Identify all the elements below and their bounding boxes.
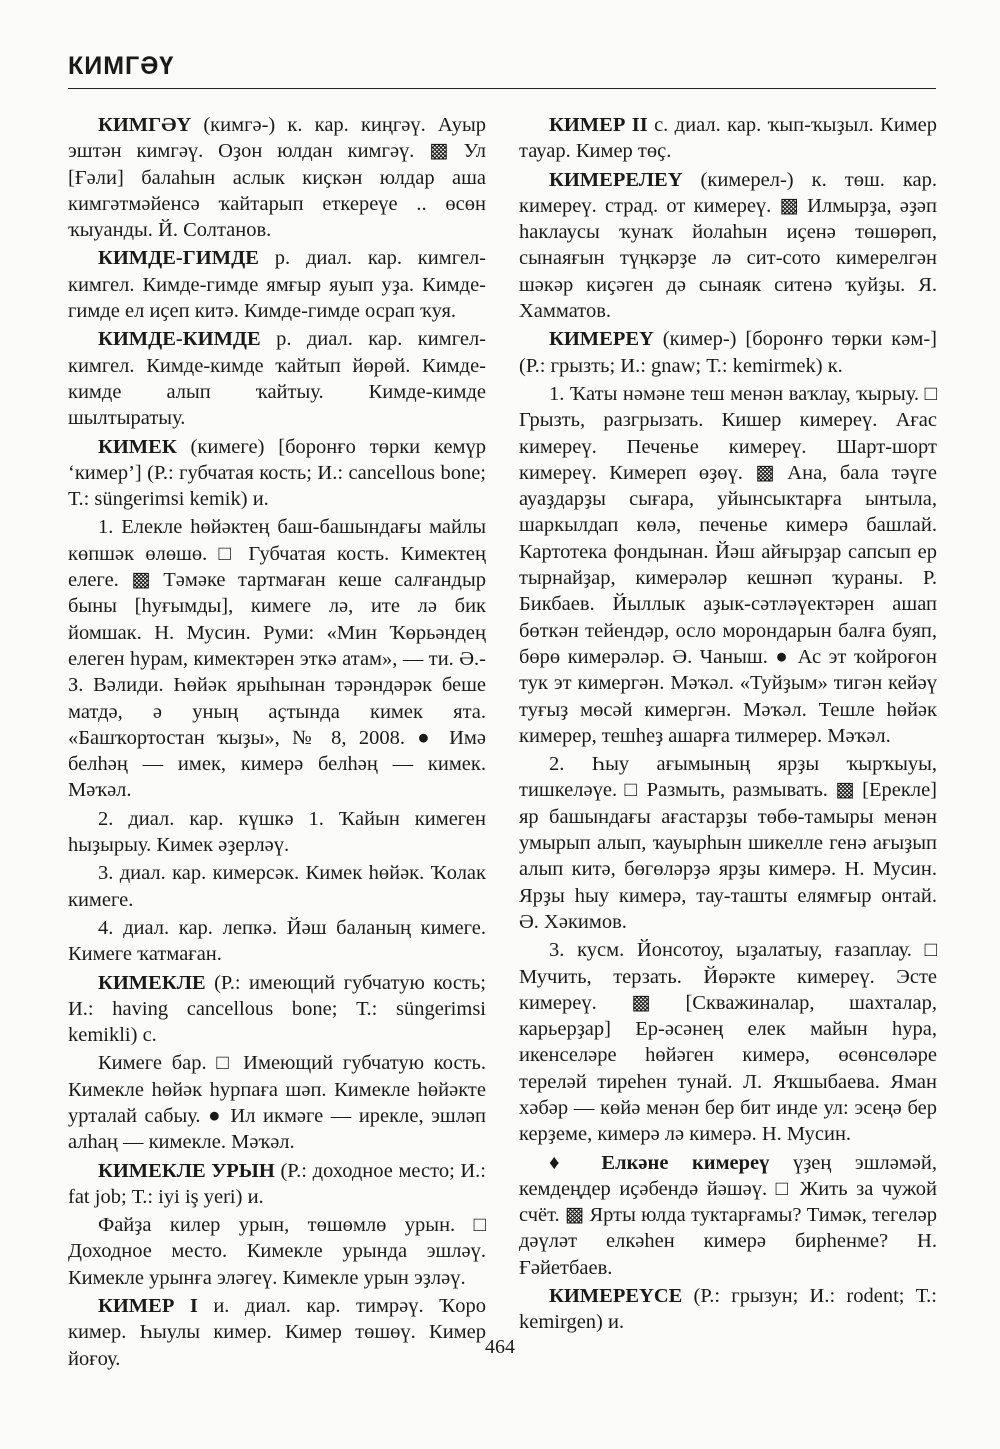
headword: КИМЕР II — [549, 114, 648, 136]
entry-sense: Файҙа килер урын, төшөмлө урын. □ Доходное место. Кимекле урында эшләү. Кимекле урынға эләгеү. Кимекле урын эҙләү. — [68, 1214, 486, 1289]
dictionary-entry — [68, 434, 486, 513]
dictionary-entry — [68, 1158, 486, 1211]
page-header — [68, 44, 936, 89]
page-number: 464 — [485, 1336, 515, 1358]
dictionary-entry — [519, 326, 937, 379]
left-column — [68, 112, 486, 1374]
headword: КИМГӘҮ — [98, 114, 192, 136]
headword: КИМЕК — [98, 435, 177, 458]
entry-body: (кимеге) [боронғо төрки кемүр ‘кимер’] (Р.: губчатая кость; И.: cancellous bone; Т.: süngerimsi kemik) и. — [68, 435, 486, 511]
entry-sense: 1. Елекле һөйәктең баш-башындағы майлы көпшәк өлөшө. □ Губчатая кость. Кимектең елеге. ▩ Тәмәке тартмаған кеше салғандыр быны [һуғымды], кимеге лә, ите лә бик йомшак. Н. Мусин. Руми: «Мин Ҡөрьәндең елеген һурам, кимектәрен эткә атам», — ти. Ә.-З. Вәлиди. Һөйәк ярыһынан тәрәндәрәк беше матдә, ә уның аҫтында кимек ята. «Башҡортостан ҡыҙы», № 8, 2008. ● Имә белһәң — имек, кимерә белһәң — кимек. Мәҡәл. — [68, 516, 486, 802]
headword: КИМЕР I — [98, 1295, 198, 1318]
right-column — [519, 112, 937, 1338]
entry-sense: 2. диал. кар. күшкә 1. Ҡайын кимеген һыҙырыу. Кимек әҙерләү. — [68, 807, 486, 857]
headword: КИМДЕ-КИМДЕ — [98, 328, 261, 351]
entry-body: р. диал. кар. кимгел-кимгел. Кимде-гимде ямғыр яуып уҙа. Кимде-гимде ел иҫеп китә. Кимде-гимде осрап ҡуя. — [68, 247, 486, 323]
entry-sense: 1. Ҡаты нәмәне теш менән ваҡлау, ҡырыу. □ Грызть, разгрызать. Кишер кимереү. Ағас кимереү. Печенье кимереү. Шарт-шорт кимереү. Кимереп өҙөү. ▩ Ана, бала тәүге ауаҙдарҙы сығара, уйынсыктарға ынтыла, шаркылдап көлә, печенье кимерә башлай. Картотека фондынан. Йәш айғырҙар сапсып ер тырнайҙар, кимерәләр кешнәп ҡураны. Р. Бикбаев. Йыллык аҙык-сәтләүектәрен ашап бөткән тейендәр, осло морондарын балға буяп, бөрө кимерәләр. Ә. Чаныш. ● Ас эт ҡойроғон тук эт кимергән. Мәҡәл. «Туйҙым» тигән кейәү туғыҙ мөсәй кимергән. Мәҡәл. Тешле һөйәк кимерер, тешһеҙ ашарға тилмерер. Мәҡәл. — [519, 382, 937, 747]
entry-body: (Р.: имеющий губчатую кость; И.: having cancellous bone; Т.: süngerimsi kemikli) с. — [68, 971, 486, 1047]
dictionary-entry — [519, 1283, 937, 1336]
headword: КИМЕРЕЛЕҮ — [549, 168, 683, 191]
entry-body: с. диал. кар. ҡып-ҡыҙыл. Кимер тауар. Кимер төҫ. — [519, 114, 938, 163]
dictionary-entry — [68, 970, 486, 1049]
dictionary-entry — [68, 1293, 486, 1372]
entry-body: р. диал. кар. кимгел-кимгел. Кимде-кимде ҡайтып йөрөй. Кимде-кимде алып ҡайтыу. Кимде-кимде шылтыратыу. — [68, 328, 486, 430]
dictionary-entry — [68, 112, 486, 243]
entry-sense: 3. кусм. Йонсотоу, ыҙалатыу, ғазаплау. □ Мучить, терзать. Йөрәкте кимереү. Эсте кимереү. ▩ [Скважиналар, шахталар, карьерҙар] Ер-әсәнең елек майын һура, икенселәре һөйәген кимерә, өсөнсөләре тереләй тиреһен тунай. Л. Яҡшыбаева. Яман хәбәр — көйә менән бер бит инде ул: эсеңә бер керҙеме, кимерә лә кимерә. Н. Мусин. — [519, 939, 937, 1146]
dictionary-entry — [68, 245, 486, 324]
running-head: КИМГӘҮ — [68, 52, 175, 80]
dictionary-entry — [519, 112, 937, 165]
phraseological-entry — [519, 1150, 937, 1281]
dictionary-entry — [519, 167, 937, 325]
headword: КИМДЕ-ГИМДЕ — [98, 247, 259, 270]
entry-body: (Р.: доходное место; И.: fat job; Т.: iyi iş yeri) и. — [68, 1159, 486, 1208]
header-rule — [68, 88, 936, 89]
entry-body: үҙең эшләмәй, кемдеңдер иҫәбендә йәшәү. □ Жить за чужой счёт. ▩ Ярты юлда туктарғамы? Тимәк, тегеләр дәүләт елкәһен кимерә бирһенме? Н. Ғәйетбаев. — [519, 1151, 937, 1279]
entry-body: (кимер-) [боронғо төрки кәм-] (Р.: грызть; И.: gnaw; Т.: kemirmek) к. — [519, 328, 937, 377]
headword: КИМЕРЕҮСЕ — [549, 1285, 683, 1308]
entry-body: (кимерел-) к. төш. кар. кимереү. страд. от кимереү. ▩ Илмырҙа, әҙәп һаклаусы ҡунаҡ йолаһын иҫенә төшөрөп, сынаяғын түңкәрҙе лә сит-сото кимерелгән шәкәр киҫәген дә сынаяк ситенә ҡуйҙы. Я. Хамматов. — [519, 168, 937, 323]
entry-body: (Р.: грызун; И.: rodent; Т.: kemirgen) и. — [519, 1285, 937, 1334]
headword: КИМЕРЕҮ — [549, 328, 654, 351]
entry-sense: 3. диал. кар. кимерсәк. Кимек һөйәк. Ҡолак кимеге. — [68, 862, 486, 911]
entry-sense: 4. диал. кар. лепкә. Йәш баланың кимеге. Кимеге ҡатмаған. — [68, 916, 486, 966]
dictionary-entry — [68, 326, 486, 431]
entry-body: (кимгә-) к. кар. киңгәү. Ауыр эштән кимгәү. Оҙон юлдан кимгәү. ▩ Ул [Ғәли] балаһын аслык киҫкән юлдар аша кимгәтмәйенсә ҡайтарып еткереүе .. өсөн ҡыуанды. Й. Солтанов. — [68, 114, 486, 242]
entry-body: и. диал. кар. тимрәү. Ҡоро кимер. Һыулы кимер. Кимер төшөү. Кимер йоғоу. — [68, 1295, 486, 1370]
phrase-headword: ♦ Елкәне кимереү — [549, 1151, 770, 1174]
entry-sense: 2. Һыу ағымының ярҙы ҡырҡыуы, тишкеләүе. □ Размыть, размывать. ▩ [Ерекле] яр башындағы ағастарҙы төбө-тамыры менән умырып алып, ҡауырһын шикелле генә ағыҙып алып китә, бөгөләрҙә ярҙы кимерә. Н. Мусин. Ярҙы һыу кимерә, тау-ташты елямғыр онтай. Ә. Хәкимов. — [519, 753, 937, 933]
headword: КИМЕКЛЕ — [98, 971, 206, 994]
entry-sense: Кимеге бар. □ Имеющий губчатую кость. Кимекле һөйәк һурпаға шәп. Кимекле һөйәкте урталай сабыу. ● Ил икмәге — ирекле, эшләп алһаң — кимекле. Мәҡәл. — [68, 1052, 486, 1154]
headword: КИМЕКЛЕ УРЫН — [98, 1159, 275, 1182]
